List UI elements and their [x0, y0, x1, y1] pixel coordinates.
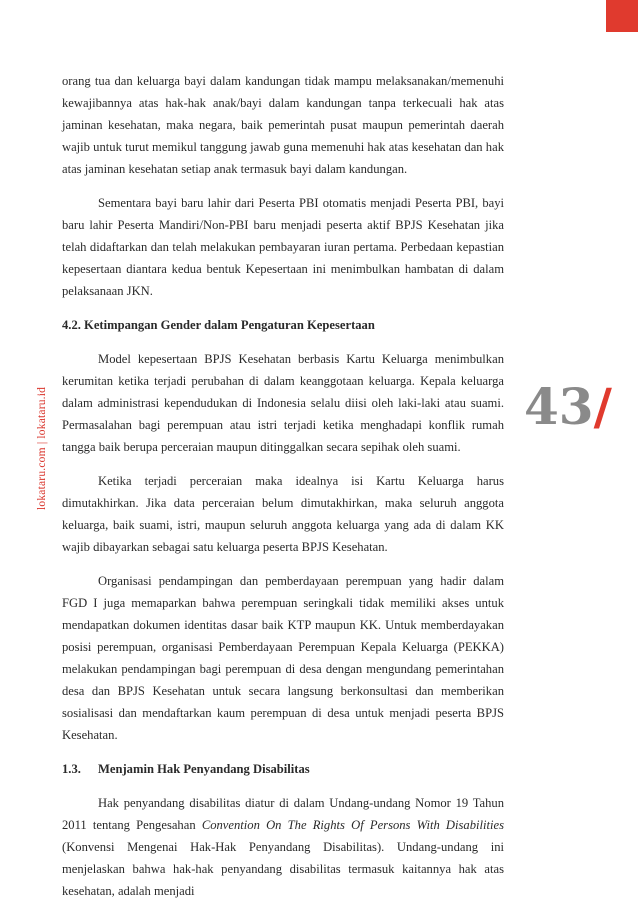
section-number: 1.3. — [62, 762, 81, 776]
side-website-text: lokataru.com | lokataru.id — [36, 386, 48, 510]
paragraph-5: Organisasi pendampingan dan pemberdayaan perempuan yang hadir dalam FGD I juga memaparkan bahwa perempuan seringkali tidak memiliki akses untuk mendapatkan dokumen identitas dasar baik KTP maupun KK. Untuk memberdayakan posisi perempuan, organisasi Pemberdayaan Perempuan Kepala Keluarga (PEKKA) melakukan pendampingan bagi perempuan di desa dengan mengundang pemerintahan desa dan BPJS Kesehatan untuk secara langsung berkonsultasi dan memberikan sosialisasi dan mendaftarkan kaum perempuan di desa untuk menjadi peserta BPJS Kesehatan. — [62, 574, 504, 742]
paragraph-1: orang tua dan keluarga bayi dalam kandungan tidak mampu melaksanakan/memenuhi kewajibannya atas hak-hak anak/bayi dalam kandungan tanpa terkecuali hak atas jaminan kesehatan, maka negara, baik pemerintah pusat maupun pemerintah daerah wajib untuk turut memikul tanggung jawab guna memenuhi hak atas kesehatan dan hak atas jaminan kesehatan setiap anak termasuk bayi dalam kandungan. — [62, 74, 504, 176]
corner-tab — [606, 0, 638, 32]
section-title: Menjamin Hak Penyandang Disabilitas — [98, 762, 310, 776]
page-number-slash: / — [593, 377, 612, 436]
page-content — [62, 70, 504, 914]
convention-title: Convention On The Rights Of Persons With Disabilities — [201, 818, 505, 832]
paragraph-6-start: Hak penyandang disabilitas diatur di dalam Undang-undang Nomor 19 Tahun 2011 tentang Pengesahan — [62, 796, 504, 832]
paragraph-4: Ketika terjadi perceraian maka idealnya isi Kartu Keluarga harus dimutakhirkan. Jika data perceraian belum dimutakhirkan, maka seluruh anggota keluarga, baik suami, istri, maupun seluruh anggota keluarga yang ada di dalam KK wajib dibayarkan sebagai satu keluarga peserta BPJS Kesehatan. — [62, 474, 504, 554]
section-heading-1-3 — [62, 758, 504, 780]
paragraph-2: Sementara bayi baru lahir dari Peserta PBI otomatis menjadi Peserta PBI, bayi baru lahir Peserta Mandiri/Non-PBI baru menjadi peserta aktif BPJS Kesehatan jika telah didaftarkan dan telah melakukan pembayaran iuran pertama. Perbedaan kepastian kepesertaan diantara kedua bentuk Kepesertaan ini menimbulkan hambatan di dalam pelaksanaan JKN. — [62, 196, 504, 298]
section-heading-4-2: 4.2. Ketimpangan Gender dalam Pengaturan Kepesertaan — [62, 318, 375, 332]
paragraph-6-end: (Konvensi Mengenai Hak-Hak Penyandang Disabilitas). Undang-undang ini menjelaskan bahwa hak-hak penyandang disabilitas termasuk kaitannya hak atas kesehatan, adalah menjadi — [62, 840, 504, 898]
paragraph-6 — [62, 792, 504, 902]
page-number — [524, 377, 612, 436]
paragraph-3: Model kepesertaan BPJS Kesehatan berbasis Kartu Keluarga menimbulkan kerumitan ketika terjadi perubahan di dalam keanggotaan keluarga. Kepala keluarga dalam administrasi kependudukan di Indonesia selalu diisi oleh laki-laki atau suami. Permasalahan bagi perempuan atau istri terjadi ketika menghadapi konflik rumah tangga baik berupa perceraian maupun ditinggalkan secara sepihak oleh suami. — [62, 352, 504, 454]
page-number-digits: 43 — [524, 377, 594, 436]
